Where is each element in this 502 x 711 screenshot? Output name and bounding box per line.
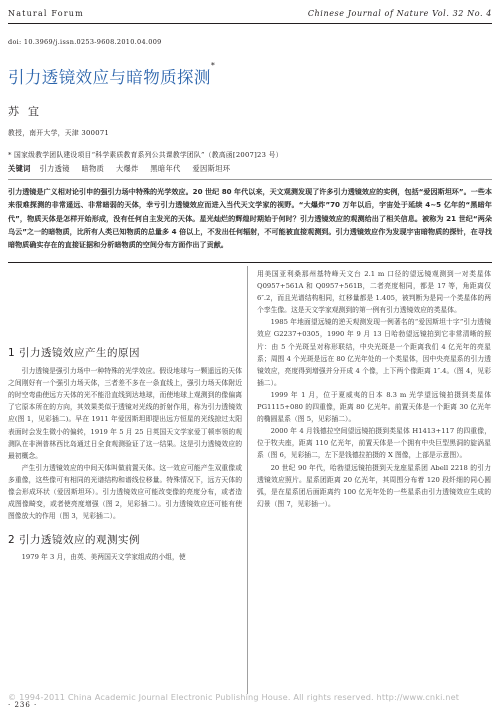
body-paragraph: 2000 年 4 月钱德拉空间望远镜拍摄到类星体 H1413+117 的四重像，位于牧夫座，距离 110 亿光年，前置天体是一个拥有中央巨型黑洞的旋涡星系（图 6，见彩插二，左下是钱德拉拍摄的 X 图像，上部是示意图）。	[257, 427, 491, 460]
right-column	[257, 268, 491, 510]
body-paragraph: 产生引力透镜效应的中间天体叫做前置天体。这一效应可能产生双重像或多重像，这些像可有相同的光谱结构和谱线位移量。特殊情况下，远方天体的像会形成环状（爱因斯坦环）。引力透镜效应可能改变像的亮度分布，或者造成图像畸变，或者使亮度增强（图 2，见彩插二）。引力透镜效应还可能有使图像放大的作用（图 3，见彩插二）。	[8, 463, 242, 521]
keyword: 大爆炸	[115, 164, 139, 173]
body-paragraph: 引力透镜是强引力场中一种特殊的光学效应。假设地球与一颗遥远的天体之间刚好有一个强引力场天体，三者差不多在一条直线上，强引力场天体附近的时空弯曲使远方天体的光不能沿直线到达地球，而使地球上观测到的像偏离了它原本所在的方向，其效果类似于透镜对光线的折射作用，称为引力透镜效应(图 1，见彩插二)。早在 1911 年爱因斯坦即提出远方恒星的光线掠过太阳表面时会发生微小的偏转，1919 年 5 月 25 日英国天文学家爱丁顿率领的观测队在非洲普林西比岛通过日全食观测验证了这一结果。这是引力透镜效应的最初概念。	[8, 367, 242, 460]
title-text: 引力透镜效应与暗物质探测	[8, 68, 211, 87]
body-paragraph: 20 世纪 90 年代，哈勃望远镜拍摄到天龙座星系团 Abell 2218 的引力透镜效应照片。星系团距离 20 亿光年，其周围分布着 120 段纤细的同心圆弧，是在星系团后面距离约 100 亿光年处的一些星系由引力透镜效应生成的幻景（图 7，见彩插一）。	[257, 463, 491, 508]
column-divider	[247, 266, 248, 694]
author-affiliation: 教授，南开大学，天津 300071	[8, 129, 110, 137]
body-paragraph: 1985 年地面望远镜的逆天观测发现一例著名的“爱因斯坦十字”引力透镜效应 G2237+0305，1990 年 9 月 13 日哈勃望远镜拍到它非常清晰的照片：由 5 个光斑呈对称形联结，中央光斑是一个距离我们 4 亿光年的亮星系；周围 4 个光斑是远在 80 亿光年处的一个类星体，因中央亮星系的引力透镜效应，亮度得到增强并分开成 4 个像，上下两个像距离 1″.4。（图 4，见彩插二）。	[257, 318, 491, 387]
copyright-watermark: © 1994-2011 China Academic Journal Electronic Publishing House. All rights reserved. http://www.cnki.net	[8, 692, 460, 702]
author-name: 苏宜	[8, 105, 48, 118]
keyword: 暗物质	[81, 164, 105, 173]
keyword: 黑暗年代	[150, 164, 181, 173]
keywords-label: 关键词	[8, 164, 31, 173]
running-header	[8, 9, 492, 21]
header-rule	[8, 23, 492, 24]
page-number: · 236 ·	[8, 701, 38, 709]
keyword: 爱因斯坦环	[192, 164, 231, 173]
title-footnote-mark: *	[210, 61, 216, 70]
abstract-rule	[8, 262, 492, 263]
body-paragraph: 1979 年 3 月，由英、美两国天文学家组成的小组，使	[21, 553, 186, 562]
article-title	[8, 61, 216, 88]
body-paragraph: 用美国亚利桑那州基特峰天文台 2.1 m 口径的望远镜观测到一对类星体 Q0957+561A 和 Q0957+561B，二者亮度相同，都是 17 等，角距离仅 6″.2，而且光谱结构相同，红移量都是 1.405，被判断为是同一个类星体的两个孪生像。这是天文学家观测到的第一例有引力透镜效应的类星体。	[257, 270, 491, 315]
funding-note: * 国家级教学团队建设项目“科学素质教育系列公共课教学团队”（教高函[2007]23 号）	[8, 151, 283, 159]
keywords-line	[8, 164, 239, 174]
left-column	[8, 272, 242, 564]
body-paragraph: 1999 年 1 月，位于夏威夷的日本 8.3 m 光学望远镜拍摄到类星体 PG1115+080 的四重像，距离 80 亿光年。前置天体是一个距离 30 亿光年的椭圆星系（图 5，见彩插二）。	[257, 390, 491, 424]
doi-line: doi: 10.3969/j.issn.0253-9608.2010.04.009	[8, 38, 162, 46]
section-heading: 2 引力透镜效应的观测实例	[8, 534, 141, 547]
journal-volume: Chinese Journal of Nature Vol. 32 No. 4	[307, 9, 492, 18]
abstract: 引力透镜是广义相对论引申的强引力场中特殊的光学效应。20 世纪 80 年代以来，天文观测发现了许多引力透镜效应的实例，包括“爱因斯坦环”。一些本来很难探测的非常遥远、非常暗弱的天体，幸亏引力透镜效应而进入当代天文学家的视野。“大爆炸”70 万年以后，宇宙处于延续 4~5 亿年的“黑暗年代”，物质天体是怎样开始形成，没有任何自主发光的天体。星光灿烂的辉煌时期始于何时？引力透镜效应的观测给出了相关信息。被称为 21 世纪“两朵乌云”之一的暗物质，比所有人类已知物质的总量多 4 倍以上，不发出任何辐射，不可能被直接观测到。引力透镜效应作为发现宇宙暗物质的探针，在寻找暗物质确实存在的直接证据和分析暗物质的空间分布方面作出了贡献。	[8, 187, 492, 250]
keywords-rule	[8, 179, 492, 180]
keyword: 引力透镜	[39, 164, 70, 173]
journal-name: Natural Forum	[8, 9, 84, 18]
section-heading: 1 引力透镜效应产生的原因	[8, 347, 141, 359]
